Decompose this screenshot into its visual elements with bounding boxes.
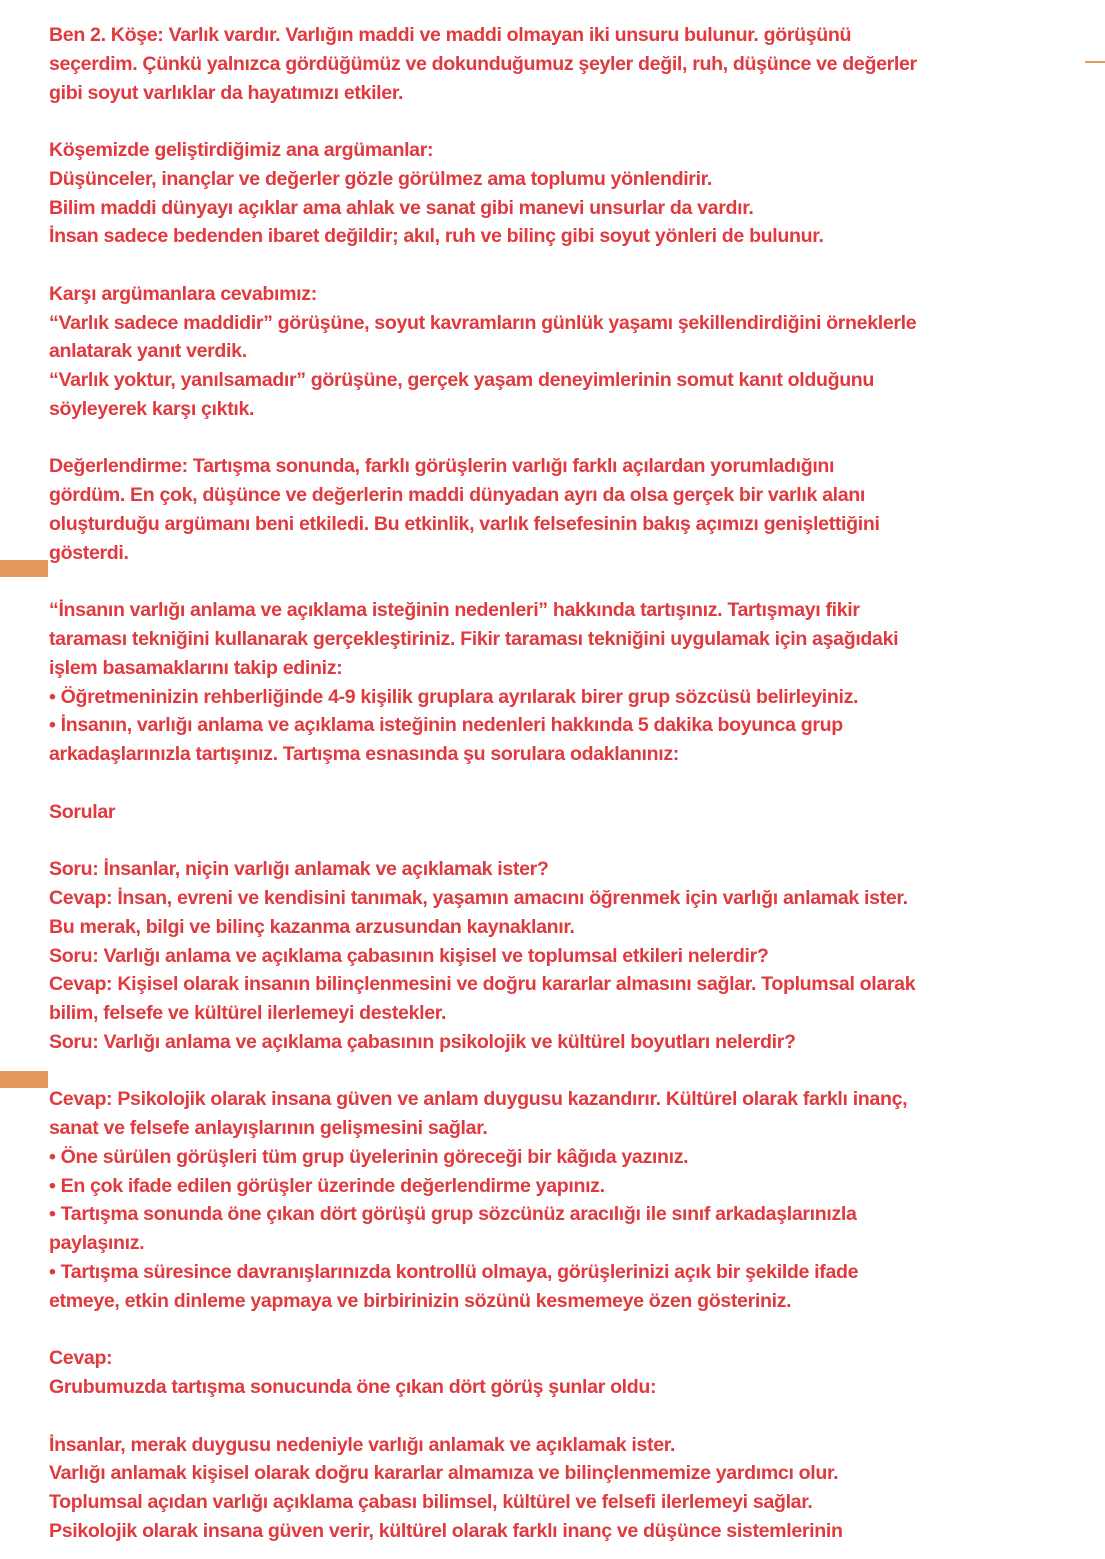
text-line: paylaşınız. [49, 1232, 145, 1255]
text-line: • Öğretmeninizin rehberliğinde 4-9 kişilik gruplara ayrılarak birer grup sözcüsü belirleyiniz. [49, 685, 859, 708]
text-line: söyleyerek karşı çıktık. [49, 397, 255, 420]
text-line: Ben 2. Köşe: Varlık vardır. Varlığın maddi ve maddi olmayan iki unsuru bulunur. görüşünü [49, 24, 852, 46]
text-line: sanat ve felsefe anlayışlarının gelişmesini sağlar. [49, 1117, 488, 1140]
text-line: Cevap: Psikolojik olarak insana güven ve anlam duygusu kazandırır. Kültürel olarak farklı inanç, [49, 1088, 908, 1111]
text-line: oluşturduğu argümanı beni etkiledi. Bu etkinlik, varlık felsefesinin bakış açımızı genişlettiğini [49, 513, 880, 536]
text-line: bilim, felsefe ve kültürel ilerlemeyi destekler. [49, 1002, 447, 1025]
text-line: Düşünceler, inançlar ve değerler gözle görülmez ama toplumu yönlendirir. [49, 167, 712, 190]
text-line: “Varlık sadece maddidir” görüşüne, soyut kavramların günlük yaşamı şekillendirdiğini örneklerle [49, 311, 917, 334]
document-body [49, 21, 1099, 1546]
blank-line [49, 568, 1099, 597]
text-line: Karşı argümanlara cevabımız: [49, 282, 317, 305]
text-line: Bu merak, bilgi ve bilinç kazanma arzusundan kaynaklanır. [49, 915, 575, 938]
blank-line [49, 424, 1099, 453]
text-line: gördüm. En çok, düşünce ve değerlerin maddi dünyadan ayrı da olsa gerçek bir varlık alanı [49, 484, 866, 507]
text-line: “İnsanın varlığı anlama ve açıklama isteğinin nedenleri” hakkında tartışınız. Tartışmayı fikir [49, 599, 860, 622]
text-line: Toplumsal açıdan varlığı açıklama çabası bilimsel, kültürel ve felsefi ilerlemeyi sağlar. [49, 1491, 813, 1514]
text-line: gösterdi. [49, 541, 129, 564]
text-line: Varlığı anlamak kişisel olarak doğru kararlar almamıza ve bilinçlenmemize yardımcı olur. [49, 1462, 839, 1485]
blank-line [49, 107, 1099, 136]
text-line: gibi soyut varlıklar da hayatımızı etkiler. [49, 81, 404, 104]
text-line: İnsan sadece bedenden ibaret değildir; akıl, ruh ve bilinç gibi soyut yönleri de bulunur. [49, 225, 824, 248]
blank-line [49, 826, 1099, 855]
text-line: • Tartışma sonunda öne çıkan dört görüşü grup sözcünüz aracılığı ile sınıf arkadaşlarınızla [49, 1203, 857, 1226]
text-line: etmeye, etkin dinleme yapmaya ve birbirinizin sözünü kesmemeye özen gösteriniz. [49, 1289, 792, 1312]
margin-marker-bar [0, 1071, 48, 1088]
text-line: Bilim maddi dünyayı açıklar ama ahlak ve sanat gibi manevi unsurlar da vardır. [49, 196, 754, 219]
blank-line [49, 1057, 1099, 1086]
text-line: Değerlendirme: Tartışma sonunda, farklı görüşlerin varlığı farklı açılardan yorumladığını [49, 455, 835, 478]
text-line: • Tartışma süresince davranışlarınızda kontrollü olmaya, görüşlerinizi açık bir şekilde ifade [49, 1260, 859, 1283]
text-line: • Öne sürülen görüşleri tüm grup üyelerinin göreceği bir kâğıda yazınız. [49, 1145, 689, 1168]
text-line: Grubumuzda tartışma sonucunda öne çıkan dört görüş şunlar oldu: [49, 1375, 657, 1398]
blank-line [49, 1402, 1099, 1431]
margin-marker-bar [0, 560, 48, 577]
text-line: Soru: Varlığı anlama ve açıklama çabasının psikolojik ve kültürel boyutları nelerdir? [49, 1030, 796, 1053]
text-line: taraması tekniğini kullanarak gerçekleştiriniz. Fikir taraması tekniğini uygulamak için aşağıdaki [49, 628, 899, 651]
text-line: işlem basamaklarını takip ediniz: [49, 656, 343, 679]
text-line: Cevap: [49, 1347, 113, 1370]
blank-line [49, 1315, 1099, 1344]
text-line: Sorular [49, 800, 116, 823]
text-line: arkadaşlarınızla tartışınız. Tartışma esnasında şu sorulara odaklanınız: [49, 743, 679, 766]
text-line: Soru: İnsanlar, niçin varlığı anlamak ve açıklamak ister? [49, 858, 549, 881]
text-line: Soru: Varlığı anlama ve açıklama çabasının kişisel ve toplumsal etkileri nelerdir? [49, 944, 769, 967]
blank-line [49, 769, 1099, 798]
text-line: Psikolojik olarak insana güven verir, kültürel olarak farklı inanç ve düşünce sistemlerinin [49, 1519, 843, 1542]
text-line: “Varlık yoktur, yanılsamadır” görüşüne, gerçek yaşam deneyimlerinin somut kanıt olduğunu [49, 369, 875, 392]
text-line: seçerdim. Çünkü yalnızca gördüğümüz ve dokunduğumuz şeyler değil, ruh, düşünce ve değerler [49, 52, 917, 75]
text-line: • İnsanın, varlığı anlama ve açıklama isteğinin nedenleri hakkında 5 dakika boyunca grup [49, 714, 843, 737]
text-line: anlatarak yanıt verdik. [49, 340, 247, 363]
text-line: Köşemizde geliştirdiğimiz ana argümanlar: [49, 139, 434, 162]
text-line: Cevap: Kişisel olarak insanın bilinçlenmesini ve doğru kararlar almasını sağlar. Toplumsal olarak [49, 973, 916, 996]
blank-line [49, 251, 1099, 280]
text-line: • En çok ifade edilen görüşler üzerinde değerlendirme yapınız. [49, 1174, 605, 1197]
text-line: Cevap: İnsan, evreni ve kendisini tanımak, yaşamın amacını öğrenmek için varlığı anlamak ister. [49, 886, 908, 909]
text-line: İnsanlar, merak duygusu nedeniyle varlığı anlamak ve açıklamak ister. [49, 1433, 676, 1456]
